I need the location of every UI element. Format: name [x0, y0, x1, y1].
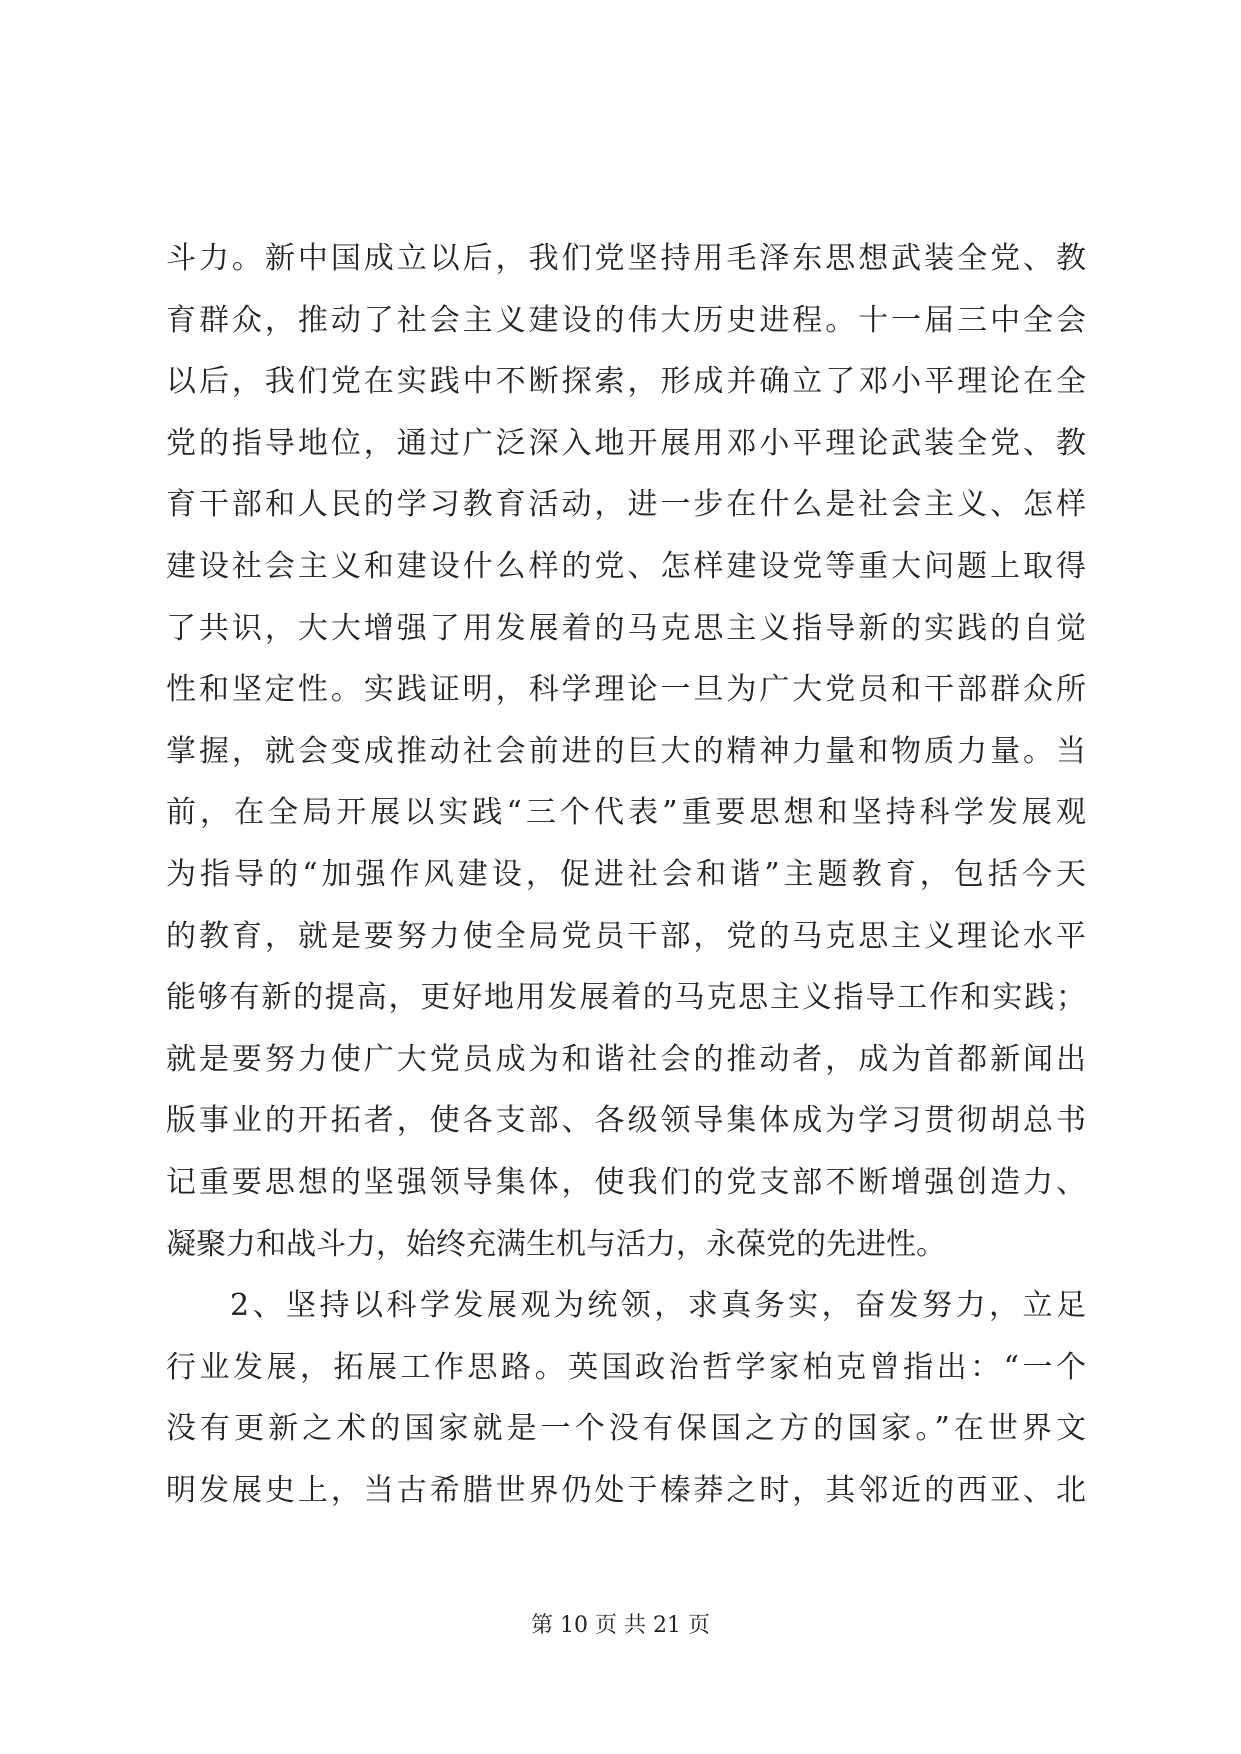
text-line-17: 凝聚力和战斗力，始终充满生机与活力，永葆党的先进性。 [166, 1226, 946, 1262]
text-line-3: 以后，我们党在实践中不断探索，形成并确立了邓小平理论在全 [166, 364, 1086, 400]
text-line-14: 就是要努力使广大党员成为和谐社会的推动者，成为首都新闻出 [166, 1041, 1086, 1077]
text-line-18: 2、坚持以科学发展观为统领，求真务实，奋发努力，立足 [230, 1288, 1086, 1324]
text-line-19: 行业发展，拓展工作思路。英国政治哲学家柏克曾指出：“一个 [166, 1349, 1086, 1385]
text-line-6: 建设社会主义和建设什么样的党、怎样建设党等重大问题上取得 [166, 548, 1086, 584]
text-line-4: 党的指导地位，通过广泛深入地开展用邓小平理论武装全党、教 [166, 425, 1086, 461]
body-text [166, 228, 1086, 1521]
text-line-11: 为指导的“加强作风建设，促进社会和谐”主题教育，包括今天 [166, 856, 1086, 892]
text-line-10: 前，在全局开展以实践“三个代表”重要思想和坚持科学发展观 [166, 795, 1086, 831]
page-number-footer: 第 10 页 共 21 页 [531, 1613, 710, 1638]
text-line-8: 性和坚定性。实践证明，科学理论一旦为广大党员和干部群众所 [166, 672, 1086, 708]
text-line-13: 能够有新的提高，更好地用发展着的马克思主义指导工作和实践； [166, 980, 1086, 1016]
text-line-20: 没有更新之术的国家就是一个没有保国之方的国家。”在世界文 [166, 1411, 1086, 1447]
text-line-21: 明发展史上，当古希腊世界仍处于榛莽之时，其邻近的西亚、北 [166, 1472, 1086, 1508]
text-line-9: 掌握，就会变成推动社会前进的巨大的精神力量和物质力量。当 [166, 733, 1086, 769]
text-line-1: 斗力。新中国成立以后，我们党坚持用毛泽东思想武装全党、教 [166, 241, 1086, 276]
text-line-15: 版事业的开拓者，使各支部、各级领导集体成为学习贯彻胡总书 [166, 1103, 1086, 1139]
text-line-16: 记重要思想的坚强领导集体，使我们的党支部不断增强创造力、 [166, 1164, 1086, 1200]
text-line-2: 育群众，推动了社会主义建设的伟大历史进程。十一届三中全会 [166, 302, 1086, 338]
text-line-7: 了共识，大大增强了用发展着的马克思主义指导新的实践的自觉 [166, 610, 1086, 646]
text-line-12: 的教育，就是要努力使全局党员干部，党的马克思主义理论水平 [166, 918, 1086, 954]
text-line-5: 育干部和人民的学习教育活动，进一步在什么是社会主义、怎样 [166, 487, 1086, 523]
